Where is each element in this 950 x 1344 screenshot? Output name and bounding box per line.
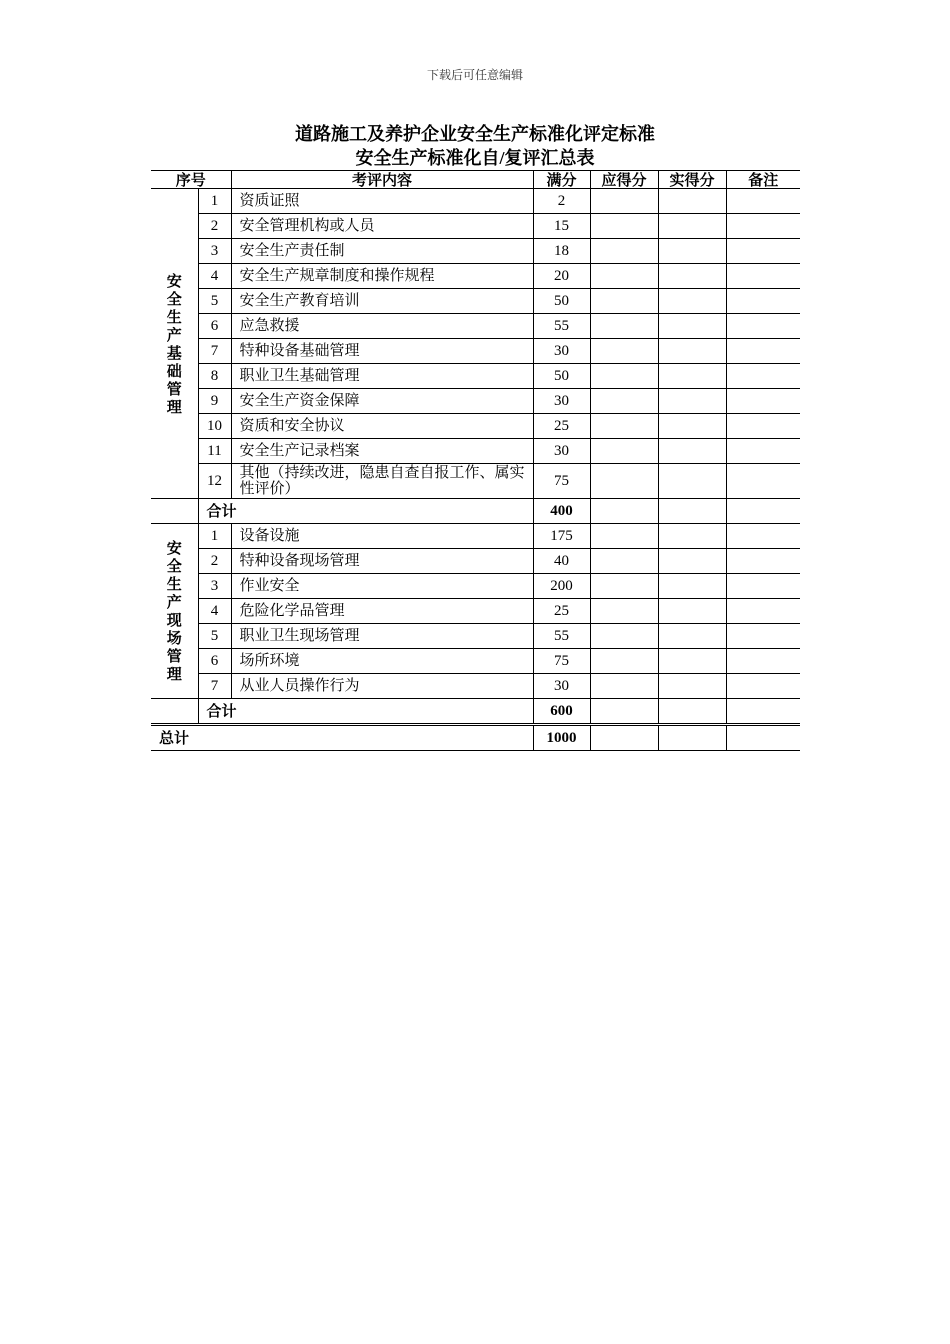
subtotal-label: 合计 — [198, 499, 533, 524]
item-remark[interactable] — [726, 649, 800, 674]
item-number: 6 — [198, 314, 231, 339]
item-due-score[interactable] — [590, 239, 658, 264]
item-remark[interactable] — [726, 524, 800, 549]
item-content: 安全生产记录档案 — [231, 439, 533, 464]
subtotal-score: 600 — [533, 699, 590, 725]
item-content: 资质和安全协议 — [231, 414, 533, 439]
item-due-score[interactable] — [590, 464, 658, 499]
item-number: 1 — [198, 189, 231, 214]
table-row — [151, 414, 800, 439]
item-remark[interactable] — [726, 264, 800, 289]
group-label-text: 安全生产现场管理 — [166, 539, 182, 683]
item-actual-score[interactable] — [658, 674, 726, 699]
item-full-score: 75 — [533, 649, 590, 674]
table-row — [151, 599, 800, 624]
table-row — [151, 624, 800, 649]
item-content: 从业人员操作行为 — [231, 674, 533, 699]
subtotal-spacer — [151, 699, 198, 725]
table-row — [151, 524, 800, 549]
item-remark[interactable] — [726, 599, 800, 624]
subtotal-due-score[interactable] — [590, 499, 658, 524]
header-note: 下载后可任意编辑 — [426, 68, 523, 82]
item-due-score[interactable] — [590, 624, 658, 649]
item-content: 作业安全 — [231, 574, 533, 599]
item-due-score[interactable] — [590, 439, 658, 464]
group-label — [151, 524, 198, 699]
item-actual-score[interactable] — [658, 339, 726, 364]
table-row — [151, 289, 800, 314]
item-due-score[interactable] — [590, 574, 658, 599]
table-row — [151, 364, 800, 389]
item-number: 5 — [198, 624, 231, 649]
item-content: 应急救援 — [231, 314, 533, 339]
item-actual-score[interactable] — [658, 549, 726, 574]
header-row — [151, 171, 800, 189]
item-full-score: 50 — [533, 364, 590, 389]
column-header-full-score: 满分 — [533, 171, 590, 189]
item-number: 9 — [198, 389, 231, 414]
summary-table — [151, 170, 800, 751]
item-remark[interactable] — [726, 239, 800, 264]
item-full-score: 175 — [533, 524, 590, 549]
item-actual-score[interactable] — [658, 364, 726, 389]
item-remark[interactable] — [726, 364, 800, 389]
item-remark[interactable] — [726, 189, 800, 214]
item-content: 特种设备现场管理 — [231, 549, 533, 574]
item-remark[interactable] — [726, 214, 800, 239]
item-full-score: 25 — [533, 414, 590, 439]
subtotal-row — [151, 499, 800, 524]
item-remark[interactable] — [726, 289, 800, 314]
item-due-score[interactable] — [590, 524, 658, 549]
item-due-score[interactable] — [590, 189, 658, 214]
item-number: 4 — [198, 264, 231, 289]
item-number: 7 — [198, 674, 231, 699]
item-content: 资质证照 — [231, 189, 533, 214]
table-row — [151, 574, 800, 599]
item-due-score[interactable] — [590, 214, 658, 239]
item-remark[interactable] — [726, 624, 800, 649]
total-actual-score[interactable] — [658, 725, 726, 751]
item-content: 危险化学品管理 — [231, 599, 533, 624]
document-title: 道路施工及养护企业安全生产标准化评定标准 — [295, 124, 655, 144]
item-remark[interactable] — [726, 414, 800, 439]
item-number: 1 — [198, 524, 231, 549]
item-number: 5 — [198, 289, 231, 314]
table-row — [151, 239, 800, 264]
item-remark[interactable] — [726, 314, 800, 339]
item-number: 12 — [198, 464, 231, 499]
subtotal-actual-score[interactable] — [658, 499, 726, 524]
column-header-content: 考评内容 — [231, 171, 533, 189]
item-due-score[interactable] — [590, 364, 658, 389]
item-actual-score[interactable] — [658, 314, 726, 339]
group-label-text: 安全生产基础管理 — [166, 271, 182, 416]
item-due-score[interactable] — [590, 649, 658, 674]
item-number: 11 — [198, 439, 231, 464]
column-header-seq: 序号 — [151, 171, 231, 189]
item-due-score[interactable] — [590, 289, 658, 314]
item-content: 安全管理机构或人员 — [231, 214, 533, 239]
item-number: 10 — [198, 414, 231, 439]
item-full-score: 25 — [533, 599, 590, 624]
item-full-score: 50 — [533, 289, 590, 314]
item-content: 安全生产资金保障 — [231, 389, 533, 414]
total-due-score[interactable] — [590, 725, 658, 751]
item-due-score[interactable] — [590, 599, 658, 624]
item-full-score: 2 — [533, 189, 590, 214]
item-actual-score[interactable] — [658, 289, 726, 314]
subtotal-remark[interactable] — [726, 699, 800, 725]
item-number: 6 — [198, 649, 231, 674]
item-remark[interactable] — [726, 464, 800, 499]
subtotal-spacer — [151, 499, 198, 524]
item-number: 2 — [198, 549, 231, 574]
table-row — [151, 649, 800, 674]
table-row — [151, 314, 800, 339]
item-actual-score[interactable] — [658, 524, 726, 549]
item-actual-score[interactable] — [658, 214, 726, 239]
item-number: 7 — [198, 339, 231, 364]
column-header-due-score: 应得分 — [590, 171, 658, 189]
item-full-score: 18 — [533, 239, 590, 264]
item-due-score[interactable] — [590, 674, 658, 699]
table-row — [151, 214, 800, 239]
total-score: 1000 — [533, 725, 590, 751]
item-due-score[interactable] — [590, 264, 658, 289]
item-actual-score[interactable] — [658, 439, 726, 464]
item-content: 特种设备基础管理 — [231, 339, 533, 364]
item-number: 3 — [198, 574, 231, 599]
item-due-score[interactable] — [590, 389, 658, 414]
item-content: 场所环境 — [231, 649, 533, 674]
table-row — [151, 339, 800, 364]
item-full-score: 30 — [533, 674, 590, 699]
item-number: 4 — [198, 599, 231, 624]
item-content: 安全生产教育培训 — [231, 289, 533, 314]
subtotal-label: 合计 — [198, 699, 533, 725]
subtotal-row — [151, 699, 800, 725]
table-row — [151, 549, 800, 574]
item-content: 职业卫生现场管理 — [231, 624, 533, 649]
item-remark[interactable] — [726, 339, 800, 364]
item-actual-score[interactable] — [658, 239, 726, 264]
item-full-score: 40 — [533, 549, 590, 574]
group-label — [151, 189, 198, 499]
table-row — [151, 189, 800, 214]
table-row — [151, 439, 800, 464]
document-subtitle: 安全生产标准化自/复评汇总表 — [355, 148, 595, 168]
subtotal-score: 400 — [533, 499, 590, 524]
table-row — [151, 674, 800, 699]
item-due-score[interactable] — [590, 339, 658, 364]
item-content: 其他（持续改进，隐患自查自报工作、属实性评价） — [231, 464, 533, 499]
item-full-score: 30 — [533, 339, 590, 364]
total-label: 总计 — [151, 725, 533, 751]
table-row — [151, 464, 800, 499]
item-remark[interactable] — [726, 549, 800, 574]
subtotal-due-score[interactable] — [590, 699, 658, 725]
item-actual-score[interactable] — [658, 389, 726, 414]
item-actual-score[interactable] — [658, 574, 726, 599]
item-actual-score[interactable] — [658, 624, 726, 649]
item-full-score: 55 — [533, 624, 590, 649]
item-remark[interactable] — [726, 389, 800, 414]
item-content: 设备设施 — [231, 524, 533, 549]
item-actual-score[interactable] — [658, 414, 726, 439]
total-remark[interactable] — [726, 725, 800, 751]
table-row — [151, 389, 800, 414]
item-remark[interactable] — [726, 439, 800, 464]
item-content: 安全生产责任制 — [231, 239, 533, 264]
item-actual-score[interactable] — [658, 264, 726, 289]
item-full-score: 30 — [533, 389, 590, 414]
item-full-score: 75 — [533, 464, 590, 499]
item-remark[interactable] — [726, 574, 800, 599]
item-actual-score[interactable] — [658, 599, 726, 624]
item-actual-score[interactable] — [658, 464, 726, 499]
item-full-score: 200 — [533, 574, 590, 599]
item-full-score: 20 — [533, 264, 590, 289]
item-full-score: 15 — [533, 214, 590, 239]
item-actual-score[interactable] — [658, 649, 726, 674]
column-header-actual-score: 实得分 — [658, 171, 726, 189]
item-actual-score[interactable] — [658, 189, 726, 214]
item-number: 2 — [198, 214, 231, 239]
item-due-score[interactable] — [590, 414, 658, 439]
item-remark[interactable] — [726, 674, 800, 699]
item-number: 3 — [198, 239, 231, 264]
total-row — [151, 725, 800, 751]
table-row — [151, 264, 800, 289]
subtotal-actual-score[interactable] — [658, 699, 726, 725]
item-full-score: 55 — [533, 314, 590, 339]
item-content: 职业卫生基础管理 — [231, 364, 533, 389]
item-due-score[interactable] — [590, 314, 658, 339]
item-full-score: 30 — [533, 439, 590, 464]
item-due-score[interactable] — [590, 549, 658, 574]
subtotal-remark[interactable] — [726, 499, 800, 524]
item-content: 安全生产规章制度和操作规程 — [231, 264, 533, 289]
column-header-remark: 备注 — [726, 171, 800, 189]
item-number: 8 — [198, 364, 231, 389]
